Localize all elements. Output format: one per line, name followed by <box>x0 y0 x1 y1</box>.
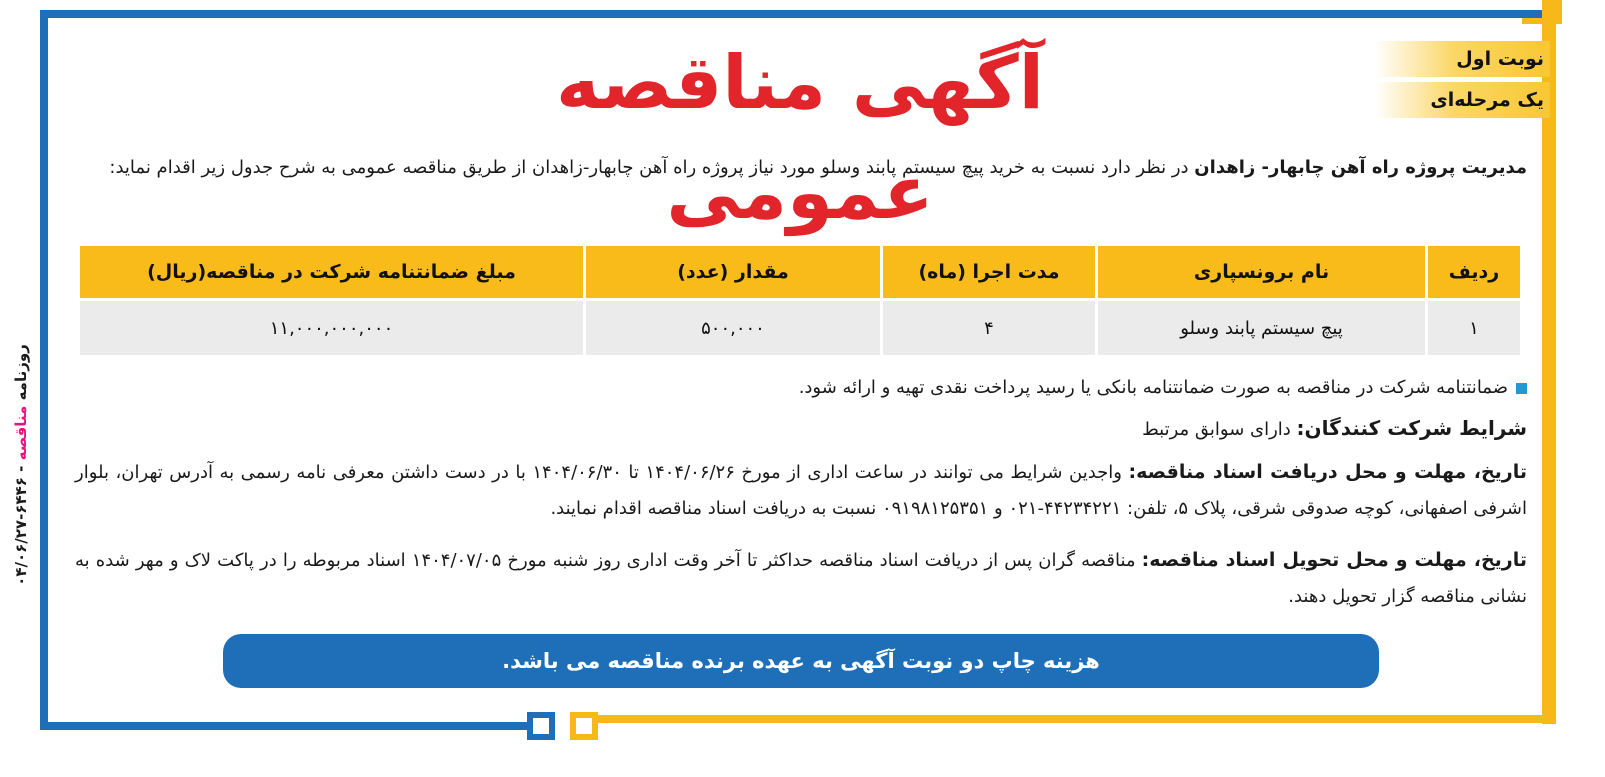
guarantee-note-text: ضمانتنامه شرکت در مناقصه به صورت ضمانتنامه بانکی یا رسید پرداخت نقدی تهیه و ارائه شود. <box>798 377 1508 398</box>
cell-duration: ۴ <box>883 301 1095 355</box>
page-title: آگهی مناقصه عمومی <box>556 40 1044 236</box>
badge-round: نوبت اول <box>1375 41 1550 77</box>
intro-text: در نظر دارد نسبت به خرید پیچ سیستم پابند وسلو مورد نیاز پروژه راه آهن چابهار-زاهدان از طریق مناقصه عمومی به شرح جدول زیر اقدام نماید: <box>109 157 1195 178</box>
frame-bottom-border-yellow <box>598 715 1556 723</box>
documents-paragraph <box>75 454 1527 527</box>
header-guarantee-amount: مبلغ ضمانتنامه شرکت در مناقصه(ریال) <box>80 246 583 298</box>
decorative-square-blue-icon <box>527 712 555 740</box>
frame-top-border <box>40 10 1560 18</box>
conditions-label: شرایط شرکت کنندگان: <box>1296 416 1527 440</box>
badge-stage: یک مرحله‌ای <box>1375 82 1550 118</box>
frame-left-border <box>40 10 48 730</box>
header-row-number: ردیف <box>1428 246 1520 298</box>
conditions-text: دارای سوابق مرتبط <box>1142 419 1297 440</box>
header-item-name: نام برونسپاری <box>1098 246 1425 298</box>
newspaper-side-label <box>8 320 34 610</box>
header-quantity: مقدار (عدد) <box>586 246 880 298</box>
delivery-paragraph <box>75 542 1527 615</box>
tender-table <box>77 243 1523 358</box>
delivery-text: مناقصه گران پس از دریافت اسناد مناقصه حداکثر تا آخر وقت اداری روز شنبه مورخ ۱۴۰۴/۰۷/۰۵ اسناد مربوطه را در پاکت لاک و مهر شده به نشانی مناقصه گزار تحویل دهند. <box>75 550 1527 607</box>
header-duration: مدت اجرا (ماه) <box>883 246 1095 298</box>
cell-guarantee-amount: ۱۱,۰۰۰,۰۰۰,۰۰۰ <box>80 301 583 355</box>
table-header-row <box>80 246 1520 298</box>
table-row <box>80 301 1520 355</box>
guarantee-note <box>75 372 1527 404</box>
cell-quantity: ۵۰۰,۰۰۰ <box>586 301 880 355</box>
frame-bottom-border-blue <box>40 722 530 730</box>
cell-row-number: ۱ <box>1428 301 1520 355</box>
bullet-square-icon <box>1516 383 1527 394</box>
decorative-square-yellow-icon <box>570 712 598 740</box>
intro-paragraph <box>75 150 1527 186</box>
delivery-label: تاریخ، مهلت و محل تحویل اسناد مناقصه: <box>1141 549 1527 571</box>
side-label-prefix: روزنامه <box>12 344 30 406</box>
frame-corner-decoration <box>1522 0 1562 24</box>
footer-note-bar: هزینه چاپ دو نوبت آگهی به عهده برنده مناقصه می باشد. <box>223 634 1379 688</box>
side-label-brand: مناقصه <box>12 405 30 461</box>
cell-item-name: پیچ سیستم پابند وسلو <box>1098 301 1425 355</box>
intro-organization: مدیریت پروژه راه آهن چابهار- زاهدان <box>1194 157 1527 178</box>
documents-label: تاریخ، مهلت و محل دریافت اسناد مناقصه: <box>1128 461 1527 483</box>
documents-text: واجدین شرایط می توانند در ساعت اداری از مورخ ۱۴۰۴/۰۶/۲۶ تا ۱۴۰۴/۰۶/۳۰ با در دست داشتن معرفی نامه رسمی به آدرس تهران، بلوار اشرفی اصفهانی، کوچه صدوقی شرقی، پلاک ۵، تلفن: ۴۴۲۳۴۲۲۱-۰۲۱ و ۰۹۱۹۸۱۲۵۳۵۱ نسبت به دریافت اسناد مناقصه اقدام نمایند. <box>75 462 1527 519</box>
side-label-issue: - ۶۴۴۶-۰۴/۰۶/۲۷ <box>12 460 30 586</box>
participant-conditions <box>75 412 1527 446</box>
